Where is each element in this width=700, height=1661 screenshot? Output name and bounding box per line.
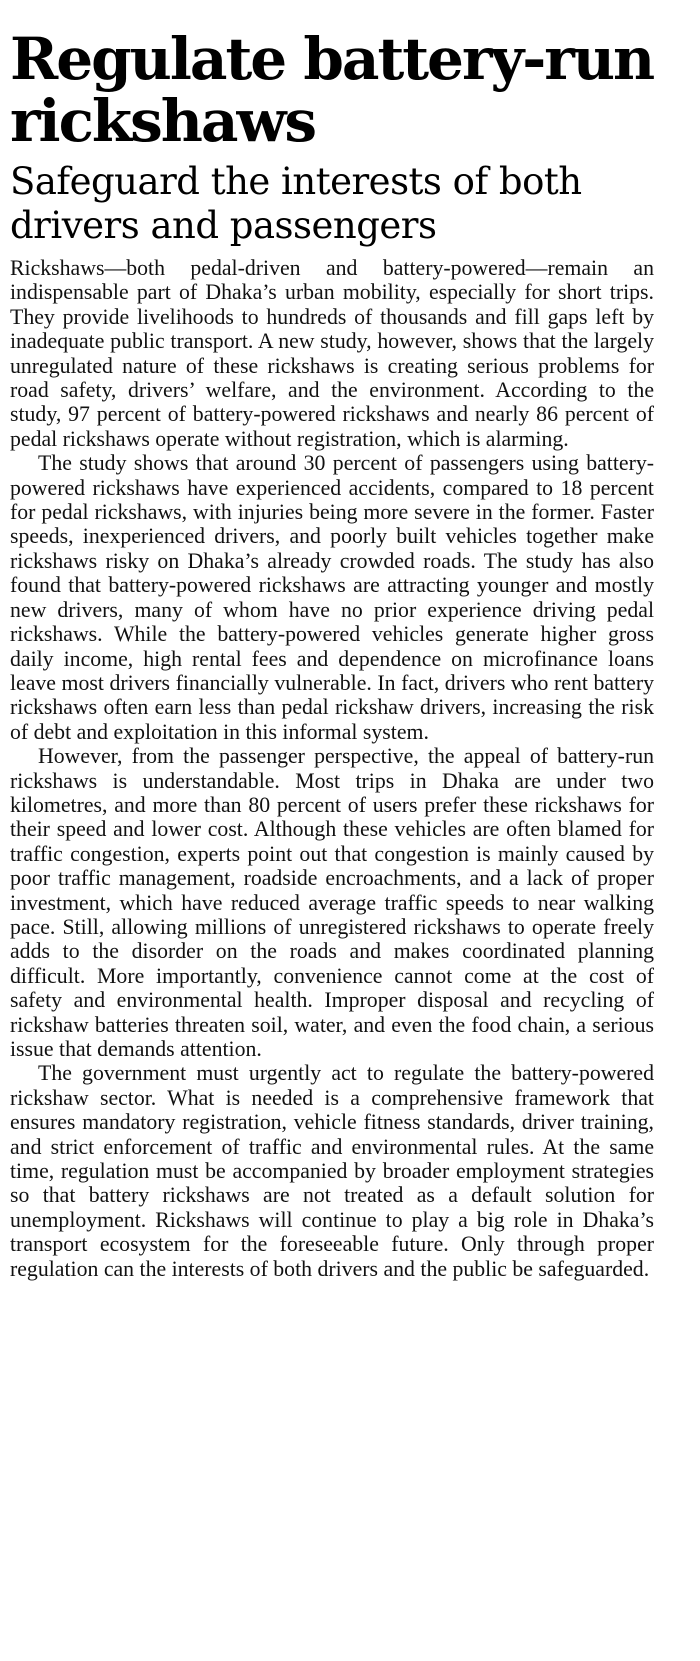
paragraph-2: The study shows that around 30 percent of passengers using battery-powered rickshaws have experienced accidents, compared to 18 percent for pedal rickshaws, with injuries being more severe in the former. Faster speeds, inexperienced drivers, and poorly built vehicles together make rickshaws risky on Dhaka’s already crowded roads. The study has also found that battery-powered rickshaws are attracting younger and mostly new drivers, many of whom have no prior experience driving pedal rickshaws. While the battery-powered vehicles generate higher gross daily income, high rental fees and dependence on microfinance loans leave most drivers financially vulnerable. In fact, drivers who rent battery rickshaws often earn less than pedal rickshaw drivers, increasing the risk of debt and exploitation in this informal system. [10, 451, 654, 744]
paragraph-1: Rickshaws—both pedal-driven and battery-powered—remain an indispensable part of Dhaka’s urban mobility, especially for short trips. They provide livelihoods to hundreds of thousands and fill gaps left by inadequate public transport. A new study, however, shows that the largely unregulated nature of these rickshaws is creating serious problems for road safety, drivers’ welfare, and the environment. According to the study, 97 percent of battery-powered rickshaws and nearly 86 percent of pedal rickshaws operate without registration, which is alarming. [10, 256, 654, 451]
article-body [10, 256, 654, 1281]
headline: Regulate battery-run rickshaws [10, 25, 654, 155]
paragraph-4: The government must urgently act to regulate the battery-powered rickshaw sector. What is needed is a comprehensive framework that ensures mandatory registration, vehicle fitness standards, driver training, and strict enforcement of traffic and environmental rules. At the same time, regulation must be accompanied by broader employment strategies so that battery rickshaws are not treated as a default solution for unemployment. Rickshaws will continue to play a big role in Dhaka’s transport ecosystem for the foreseeable future. Only through proper regulation can the interests of both drivers and the public be safeguarded. [10, 1061, 654, 1281]
paragraph-3: However, from the passenger perspective, the appeal of battery-run rickshaws is understandable. Most trips in Dhaka are under two kilometres, and more than 80 percent of users prefer these rickshaws for their speed and lower cost. Although these vehicles are often blamed for traffic congestion, experts point out that congestion is mainly caused by poor traffic management, roadside encroachments, and a lack of proper investment, which have reduced average traffic speeds to near walking pace. Still, allowing millions of unregistered rickshaws to operate freely adds to the disorder on the roads and makes coordinated planning difficult. More importantly, convenience cannot come at the cost of safety and environmental health. Improper disposal and recycling of rickshaw batteries threaten soil, water, and even the food chain, a serious issue that demands attention. [10, 744, 654, 1061]
subheadline: Safeguard the interests of both drivers and passengers [10, 160, 582, 247]
